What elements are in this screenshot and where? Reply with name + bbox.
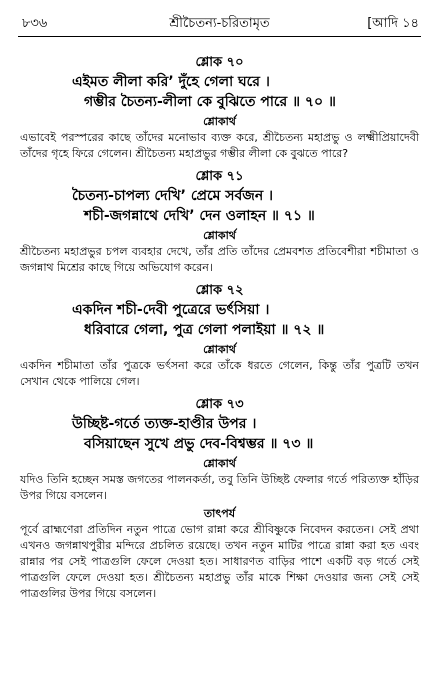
verse-line: এইমত লীলা করি’ দুঁহে গেলা ঘরে । <box>72 74 270 90</box>
verse-line: একদিন শচী-দেবী পুত্রেরে ভর্ৎসিয়া । <box>72 302 270 318</box>
translation-text: শ্রীচৈতন্য মহাপ্রভুর চপল ব্যবহার দেখে, তাঁর প্রতি তাঁদের প্রেমবশত প্রতিবেশীরা শচীমাতা ও জগন্নাথ মিশ্রের কাছে গিয়ে অভিযোগ করেন। <box>20 245 419 274</box>
verse-block-73 <box>20 396 419 602</box>
purport-label: তাৎপর্য <box>203 507 236 520</box>
verse-block-70 <box>20 54 419 162</box>
verse-title: শ্লোক ৭২ <box>195 283 244 298</box>
translation-label: শ্লোকার্থ <box>203 343 236 356</box>
verse-line: শচী-জগন্নাথে দেখি’ দেন ওলাহন ॥ ৭১ ॥ <box>84 208 315 224</box>
verse-title: শ্লোক ৭৩ <box>195 397 244 412</box>
translation-text: যদিও তিনি হচ্ছেন সমস্ত জগতের পালনকর্তা, তবু তিনি উচ্ছিষ্ট ফেলার গর্তে পরিত্যক্ত হাঁড়ির উপর গিয়ে বসলেন। <box>20 473 419 502</box>
verse-line: ধরিবারে গেলা, পুত্র গেলা পলাইয়া ॥ ৭২ ॥ <box>84 322 325 338</box>
translation-text: একদিন শচীমাতা তাঁর পুত্রকে ভর্ৎসনা করে তাঁকে ধরতে গেলেন, কিন্তু তাঁর পুত্রটি তখন সেখান থেকে পালিয়ে গেল। <box>20 359 419 388</box>
page-body <box>20 52 419 602</box>
translation-label: শ্লোকার্থ <box>203 229 236 242</box>
page-number: ৮৩৬ <box>22 16 48 31</box>
verse-line: চৈতন্য-চাপল্য দেখি’ প্রেমে সর্বজন । <box>72 188 274 204</box>
verse-block-72 <box>20 282 419 390</box>
header-rule <box>18 36 421 37</box>
chapter-reference: [আদি ১৪ <box>367 16 419 31</box>
verse-title: শ্লোক ৭০ <box>195 55 244 70</box>
translation-text: এভাবেই পরস্পরের কাছে তাঁদের মনোভাব ব্যক্ত করে, শ্রীচৈতন্য মহাপ্রভু ও লক্ষ্মীপ্রিয়াদেবী তাঁদের গৃহে ফিরে গেলেন। শ্রীচৈতন্য মহাপ্রভুর গম্ভীর লীলা কে বুঝতে পারে? <box>20 131 419 160</box>
verse-line: বসিয়াছেন সুখে প্রভু দেব-বিশ্বম্ভর ॥ ৭৩ ॥ <box>84 436 314 452</box>
translation-label: শ্লোকার্থ <box>203 457 236 470</box>
verse-line: উচ্ছিষ্ট-গর্তে ত্যক্ত-হাণ্ডীর উপর । <box>72 416 257 432</box>
verse-title: শ্লোক ৭১ <box>195 169 244 184</box>
book-title: শ্রীচৈতন্য-চরিতামৃত <box>169 16 270 31</box>
verse-block-71 <box>20 168 419 276</box>
verse-line: গম্ভীর চৈতন্য-লীলা কে বুঝিতে পারে ॥ ৭০ ॥ <box>84 94 336 110</box>
purport-text: পূর্বে ব্রাহ্মণেরা প্রতিদিন নতুন পাত্রে ভোগ রান্না করে শ্রীবিষ্ণুকে নিবেদন করতেন। সেই প্রথা এখনও জগন্নাথপুরীর মন্দিরে প্রচলিত রয়েছে। তখন নতুন মাটির পাত্রে রান্না করা হত এবং রান্নার পর সেই পাত্রগুলি ফেলে দেওয়া হত। সাধারণত বাড়ির পাশে একটি বড় গর্তে সেই পাত্রগুলি ফেলে দেওয়া হত। শ্রীচৈতন্য মহাপ্রভু তাঁর মাকে শিক্ষা দেওয়ার জন্য সেই সেই পাত্রগুলির উপর গিয়ে বসলেন। <box>20 523 419 600</box>
translation-label: শ্লোকার্থ <box>203 115 236 128</box>
page-header <box>0 0 439 46</box>
